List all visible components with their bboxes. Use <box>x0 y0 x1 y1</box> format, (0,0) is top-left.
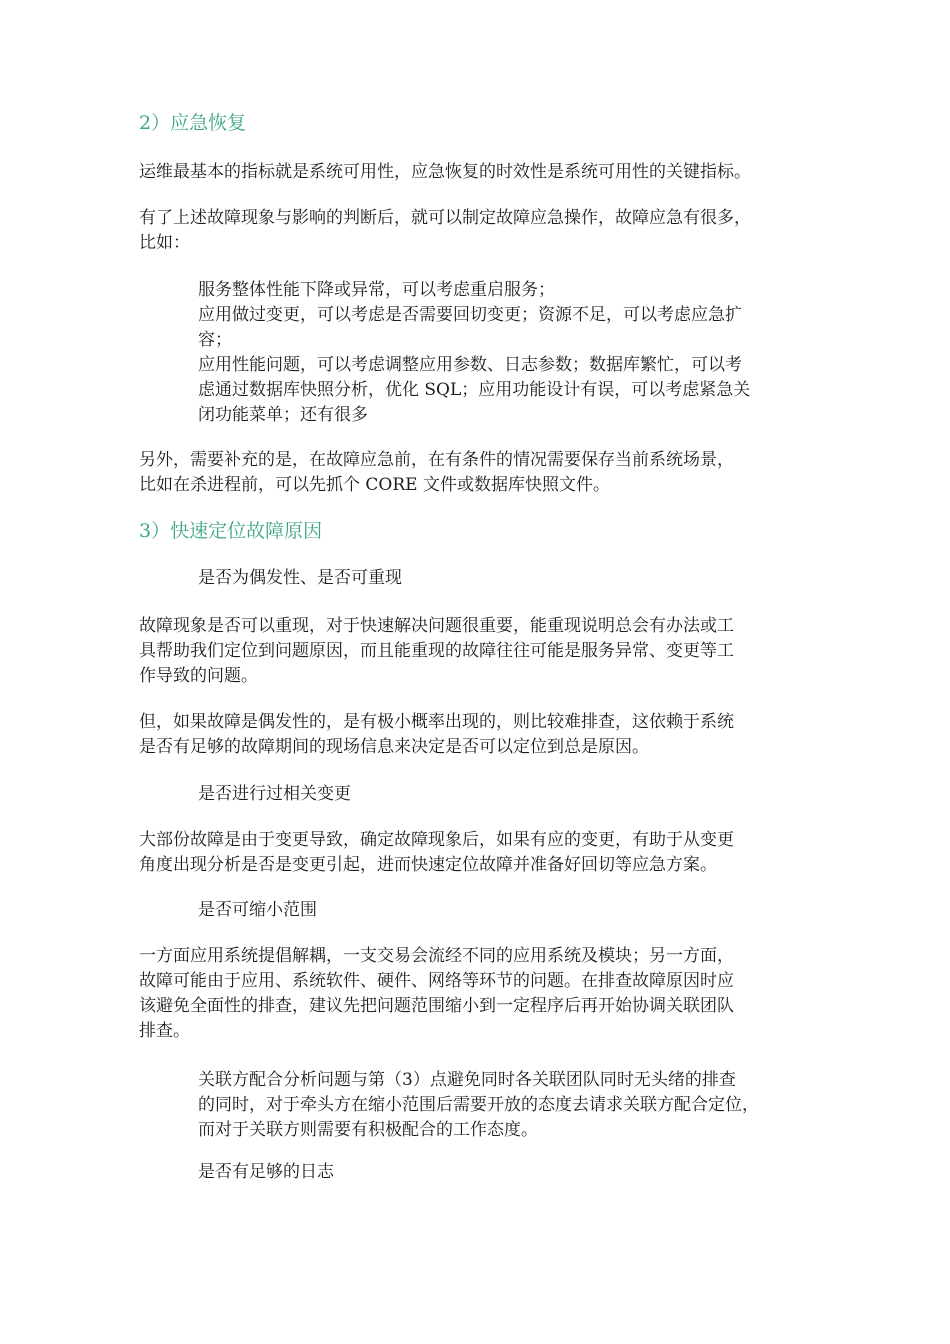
paragraph-line: 作导致的问题。 <box>139 666 258 686</box>
paragraph-line: 但，如果故障是偶发性的，是有极小概率出现的，则比较难排查，这依赖于系统 <box>139 712 734 732</box>
paragraph-line: 是否有足够的故障期间的现场信息来决定是否可以定位到总是原因。 <box>139 737 649 757</box>
paragraph-line: 具帮助我们定位到问题原因，而且能重现的故障往往可能是服务异常、变更等工 <box>139 641 734 661</box>
paragraph-line: 该避免全面性的排查，建议先把问题范围缩小到一定程序后再开始协调关联团队 <box>139 996 734 1016</box>
paragraph-line: 大部份故障是由于变更导致，确定故障现象后，如果有应的变更，有助于从变更 <box>139 830 734 850</box>
paragraph <box>139 944 829 1044</box>
indented-list <box>198 278 838 428</box>
paragraph <box>139 448 829 498</box>
list-line: 虑通过数据库快照分析，优化 SQL；应用功能设计有误，可以考虑紧急关 <box>198 380 751 400</box>
list-line: 容； <box>198 330 232 350</box>
paragraph-line: 比如在杀进程前，可以先抓个 CORE 文件或数据库快照文件。 <box>139 475 610 495</box>
indented-paragraph <box>198 1068 838 1143</box>
paragraph-line: 的同时，对于牵头方在缩小范围后需要开放的态度去请求关联方配合定位， <box>198 1095 759 1115</box>
subheading: 是否可缩小范围 <box>198 900 317 920</box>
section-heading-emergency-recovery: 2）应急恢复 <box>139 112 247 134</box>
paragraph-line: 有了上述故障现象与影响的判断后，就可以制定故障应急操作，故障应急有很多， <box>139 208 751 228</box>
list-line: 应用做过变更，可以考虑是否需要回切变更；资源不足，可以考虑应急扩 <box>198 305 742 325</box>
paragraph-line: 另外，需要补充的是，在故障应急前，在有条件的情况需要保存当前系统场景， <box>139 450 734 470</box>
subheading: 是否有足够的日志 <box>198 1162 334 1182</box>
paragraph <box>139 206 829 256</box>
list-line: 应用性能问题，可以考虑调整应用参数、日志参数；数据库繁忙，可以考 <box>198 355 742 375</box>
paragraph-line: 而对于关联方则需要有积极配合的工作态度。 <box>198 1120 538 1140</box>
paragraph <box>139 828 829 878</box>
paragraph-line: 关联方配合分析问题与第（3）点避免同时各关联团队同时无头绪的排查 <box>198 1070 736 1090</box>
paragraph-line: 排查。 <box>139 1021 190 1041</box>
paragraph-line: 角度出现分析是否是变更引起，进而快速定位故障并准备好回切等应急方案。 <box>139 855 717 875</box>
list-line: 闭功能菜单；还有很多 <box>198 405 368 425</box>
subheading: 是否进行过相关变更 <box>198 784 351 804</box>
paragraph-line: 故障现象是否可以重现，对于快速解决问题很重要，能重现说明总会有办法或工 <box>139 616 734 636</box>
paragraph-line: 比如： <box>139 233 190 253</box>
section-heading-locate-cause: 3）快速定位故障原因 <box>139 520 323 542</box>
list-line: 服务整体性能下降或异常，可以考虑重启服务； <box>198 280 555 300</box>
paragraph-line: 一方面应用系统提倡解耦，一支交易会流经不同的应用系统及模块；另一方面， <box>139 946 734 966</box>
paragraph <box>139 710 829 760</box>
paragraph-line: 故障可能由于应用、系统软件、硬件、网络等环节的问题。在排查故障原因时应 <box>139 971 734 991</box>
paragraph: 运维最基本的指标就是系统可用性，应急恢复的时效性是系统可用性的关键指标。 <box>139 162 751 182</box>
paragraph <box>139 614 829 689</box>
subheading: 是否为偶发性、是否可重现 <box>198 568 402 588</box>
